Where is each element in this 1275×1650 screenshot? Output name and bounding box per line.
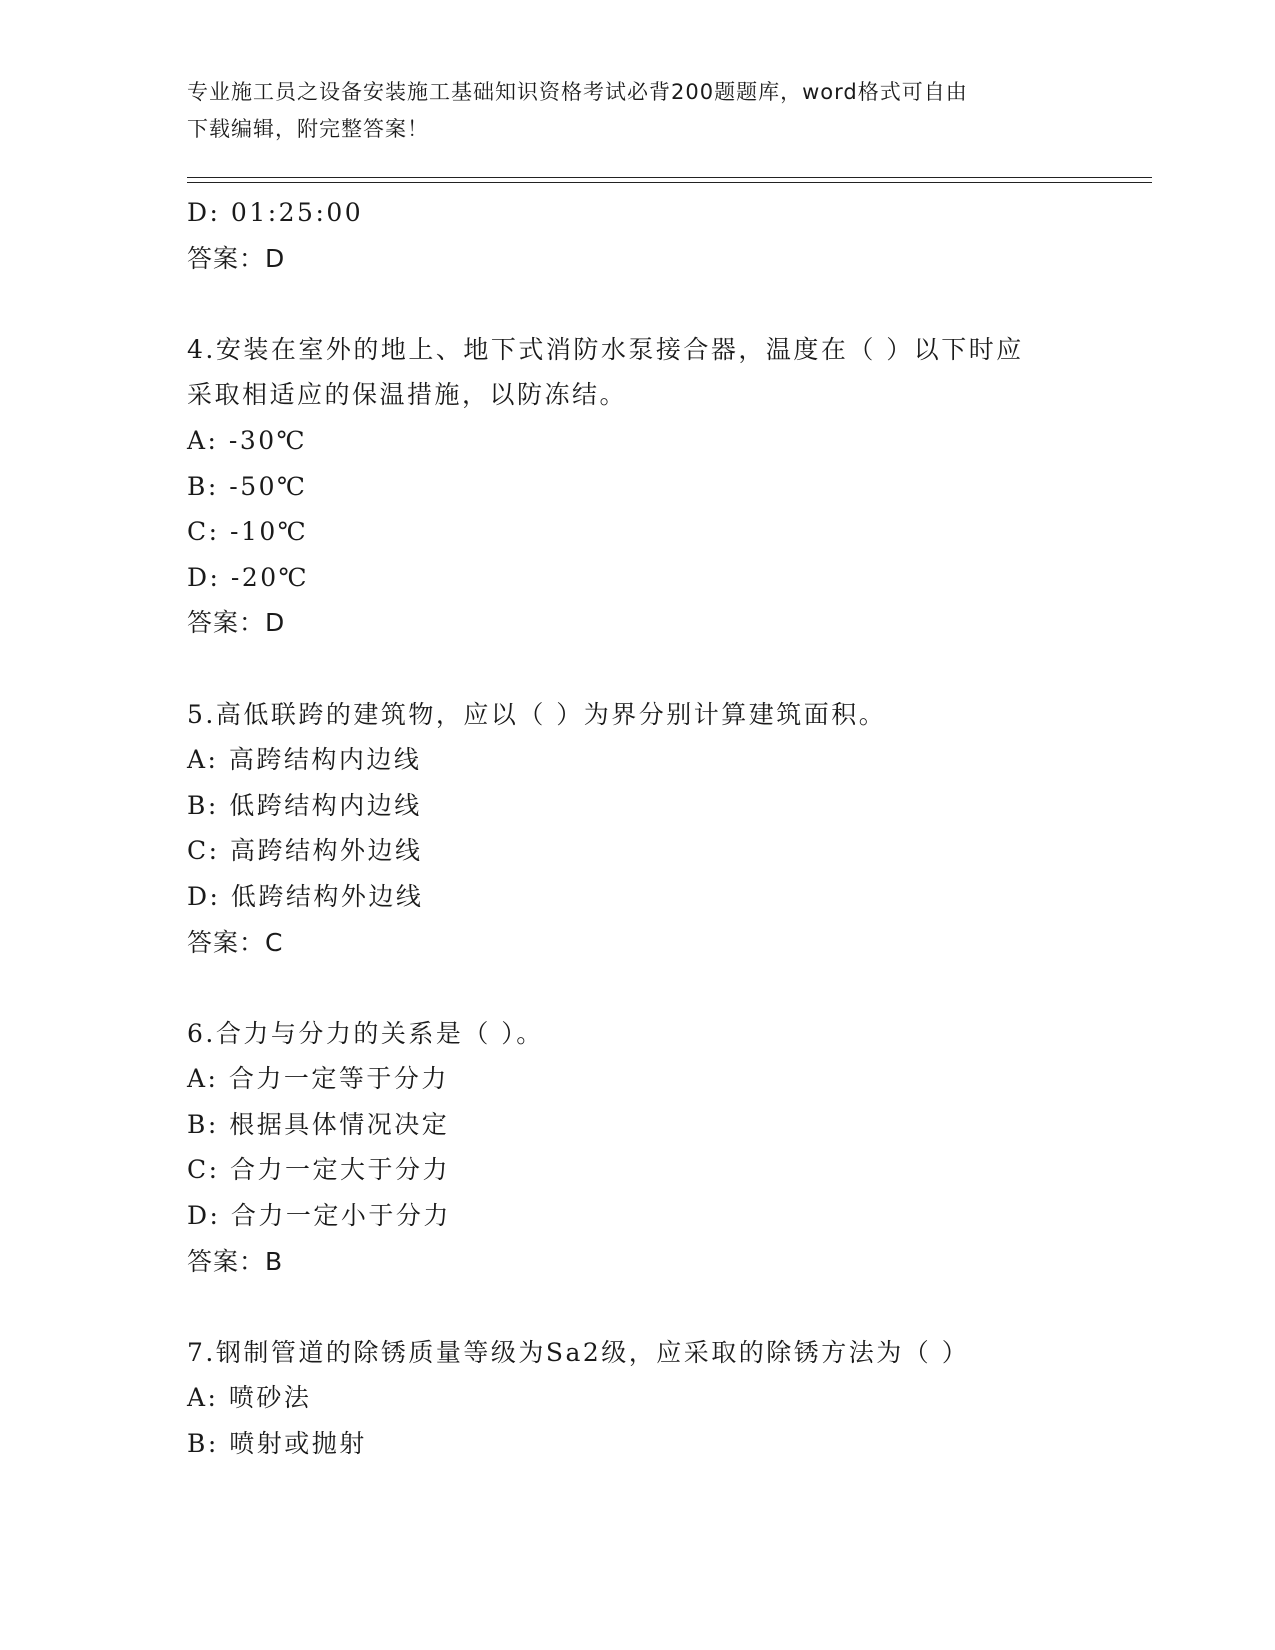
header-divider-bottom [187,182,1152,183]
option-d: D: 01:25:00 [187,198,364,227]
answer-line: 答案：D [187,608,286,638]
answer-line: 答案：D [187,243,286,273]
option-b: B: -50℃ [187,471,308,501]
option-b: B: 喷射或抛射 [187,1429,367,1459]
question-6 [187,1011,1087,1285]
option-d: D: 低跨结构外边线 [187,881,424,911]
answer-line: 答案：C [187,927,284,957]
option-c: C: 高跨结构外边线 [187,836,423,866]
spacer [187,281,1087,327]
option-a: A: 合力一定等于分力 [187,1064,449,1094]
question-stem: 4.安装在室外的地上、地下式消防水泵接合器，温度在（ ）以下时应 [187,334,1024,364]
question-stem-continued: 采取相适应的保温措施，以防冻结。 [187,380,628,410]
header-line-1: 专业施工员之设备安装施工基础知识资格考试必背200题题库，word格式可自由 [187,80,968,104]
spacer [187,965,1087,1011]
spacer [187,1284,1087,1330]
question-4 [187,327,1087,646]
question-stem: 6.合力与分力的关系是（ ）。 [187,1018,544,1048]
question-5 [187,692,1087,966]
option-c: C: 合力一定大于分力 [187,1155,450,1185]
option-a: A: -30℃ [187,425,308,455]
option-d: D: -20℃ [187,562,310,592]
header-divider-top [187,177,1152,178]
question-stem: 7.钢制管道的除锈质量等级为Sa2级，应采取的除锈方法为（ ） [187,1337,970,1367]
option-a: A: 喷砂法 [187,1383,312,1413]
question-7 [187,1330,1087,1467]
header-line-2: 下载编辑，附完整答案！ [187,117,429,141]
question-list [187,190,1087,1467]
option-c: C: -10℃ [187,517,309,547]
spacer [187,646,1087,692]
option-d: D: 合力一定小于分力 [187,1201,451,1231]
option-a: A: 高跨结构内边线 [187,745,422,775]
option-b: B: 根据具体情况决定 [187,1109,450,1139]
document-header [187,74,1077,148]
question-stem: 5.高低联跨的建筑物，应以（ ）为界分别计算建筑面积。 [187,699,887,729]
answer-line: 答案：B [187,1246,284,1276]
option-b: B: 低跨结构内边线 [187,790,422,820]
